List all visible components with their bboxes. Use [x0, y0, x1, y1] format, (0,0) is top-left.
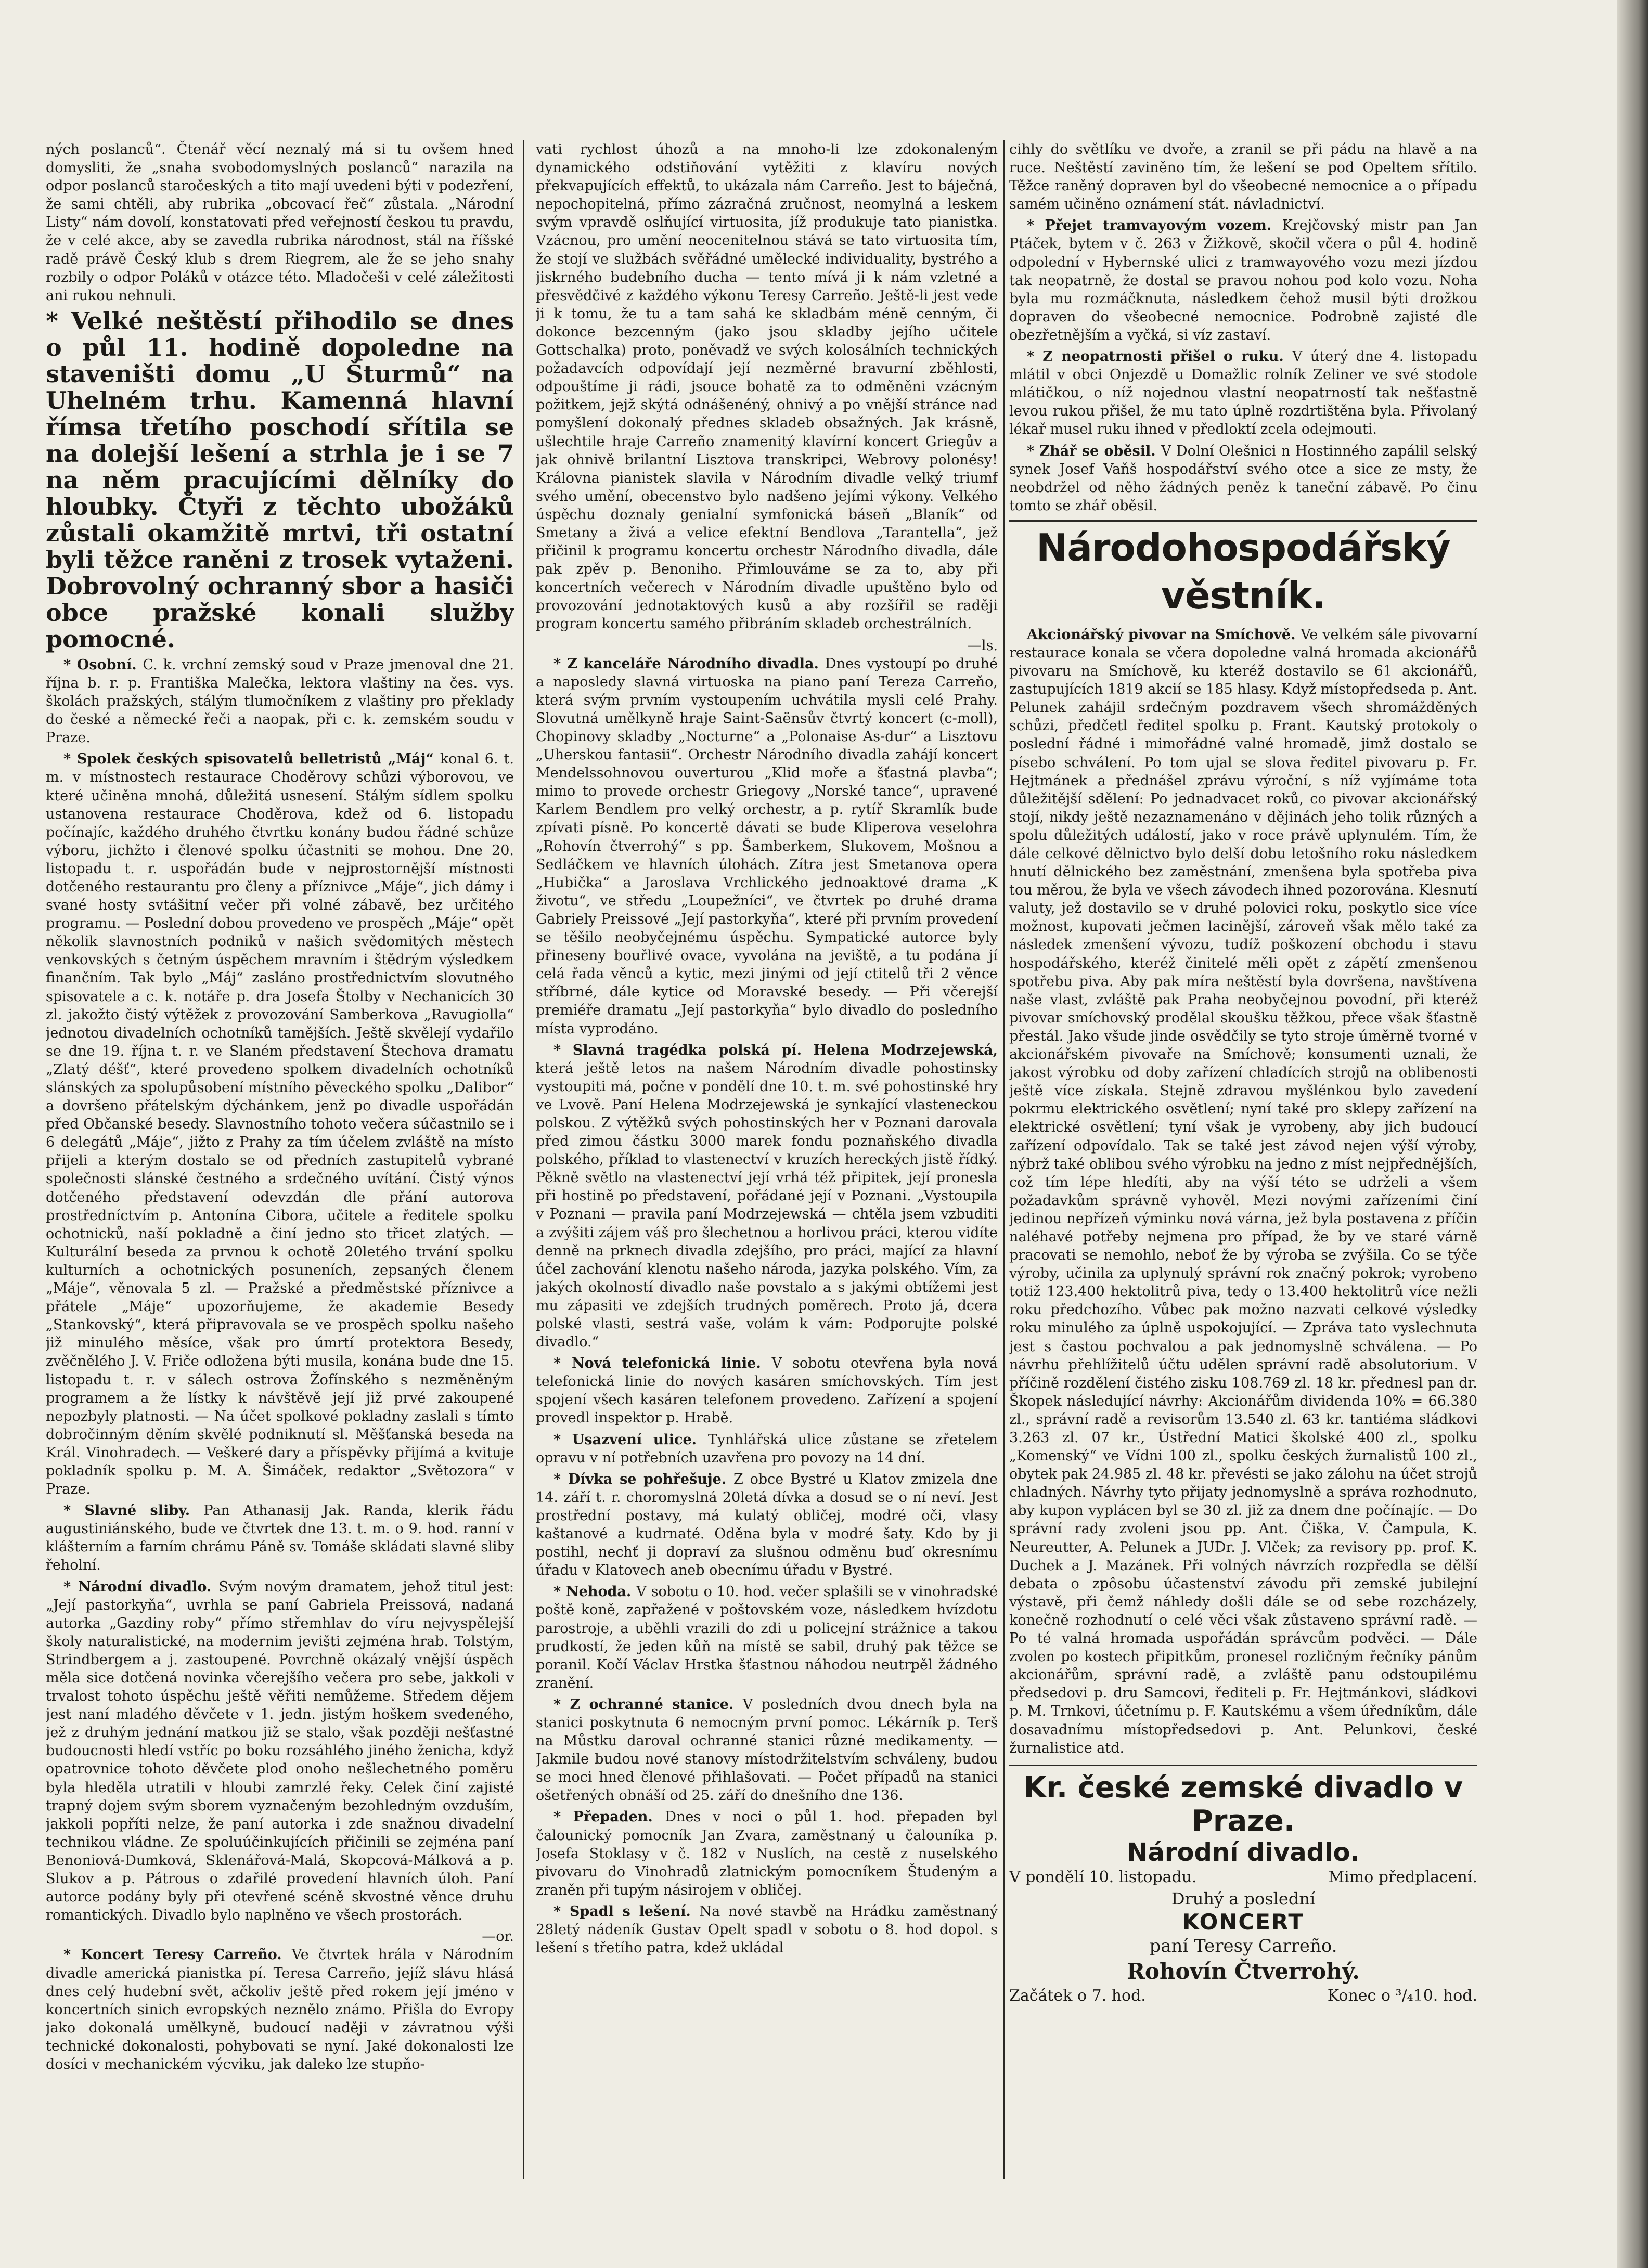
article-heading: * Z kanceláře Národního divadla. — [553, 655, 826, 672]
article-heading: * Spolek českých spisovatelů belletristů „Máj“ — [63, 751, 440, 768]
article-text: Pan Athanasij Jak. Randa, klerik řádu augustiniánského, bude ve čtvrtek dne 13. t. m. o 9. hod. ranní v klášterním a farním chrámu Páně sv. Tomáše skládati slavné sliby řeholní. — [46, 1502, 514, 1574]
article-text: Na nové stavbě na Hrádku zaměstnaný 28letý nádeník Gustav Opelt spadl v sobotu o 8. hod dopol. s lešení s třetího patra, kdež ukládal — [536, 1903, 998, 1956]
article-paragraph — [536, 655, 998, 1038]
advert-rule — [1009, 1765, 1477, 1766]
article-heading: * Přepaden. — [553, 1809, 665, 1825]
article-paragraph — [1009, 347, 1477, 438]
advert-subscription: Mimo předplacení. — [1328, 1868, 1477, 1886]
article-text: Tynhlářská ulice zůstane se zřetelem opravu v ní potřebních uzavřena pro povozy na 14 dní. — [536, 1431, 998, 1466]
article-paragraph — [536, 140, 998, 633]
article-heading: * Z neopatrnosti přišel o ruku. — [1027, 348, 1292, 365]
article-heading: * Nová telefonická linie. — [553, 1355, 772, 1372]
article-text: V sobotu otevřena byla nová telefonická linie do nových kasáren smíchovských. Tím jest spojení všech kasáren telefonem provedeno. Zařízení a spojení provedl inspektor p. Hrabě. — [536, 1355, 998, 1427]
article-heading: * Slavná tragédka polská pí. Helena Modrzejewská, — [553, 1042, 998, 1058]
article-heading: * Národní divadlo. — [63, 1578, 219, 1595]
section-title: Národohospodářský věstník. — [1009, 520, 1477, 619]
article-heading: * Koncert Teresy Carreño. — [63, 1947, 292, 1963]
advert-theatre-name: Národní divadlo. — [1127, 1837, 1360, 1867]
article-text: Ve velkém sále pivovarní restaurace konala se včera dopoledne valná hromada akcionářů pivovaru na Smíchově, ku kteréž dostavilo se 61 akcionářů, zastupujících 1819 akcií se 185 hlasy. Když místopředseda p. Ant. Pelunek zahájil srdečným pozdravem všech shromážděných schůzi, předčetl ředitel spolku p. Frant. Kautský protokoly o poslední řádné i mimořádné valné hromadě, jimž dostalo se písebo schválení. Po tom ujal se slova ředitel pivovaru p. Fr. Hejtmánek a přednášel zprávu výroční, s níž vyjímáme tota důležitější sdělení: Po jednadvacet roků, co pivovar akcionářský stojí, nikdy ještě nezaznamenáno v dějinách jeho tolik různých a spolu důležitých událostí, jako v roce právě uplynulém. Tím, že dále celkové dělnictvo bylo delší dobu letošního roku následkem hnutí dělnického bez zaměstnání, zmenšena byla spotřeba piva tou měrou, že byla ve všech závodech ihned pozorována. Klesnutí valuty, jež dostavilo se v druhé polovici roku, poskytlo sice více možnost, kupovati ječmen lacinější, zároveň však mělo také za následek zmenšení vývozu, tudíž poškození obchodu i stavu hospodářského, kteréž činitelé měli opět z zápětí zmenšenou spotřebu piva. Aby pak míra neštěstí byla dovršena, navštívena naše vlast, zvláště pak Praha neobyčejnou povodní, při kteréž pivovar smíchovský prodělal skoušku těžkou, přece však šťastně přestál. Jako všude jinde osvědčily se tyto stroje úměrně tvorné v akcionářském pivovaře na Smíchově; konsumenti uznali, že jakost výrobku od doby zařízení chladících strojů na oblibenosti ještě více získala. Stejně zdravou myšlénkou bylo zavedení pokrmu elektrického osvětlení; nyní také pro sklepy zařízení na elektrické osvětlení; tyní však je vyrobeny, aby jich budoucí zařízení odpovídalo. Tak se také jest závod nejen výší výroby, nýbrž také oblibou svého výrobku na jedno z míst nejpřednějších, což tím lépe hledíti, aby na výší této se udrželi a všem požadavkům správně vyhověl. Mezi novými zařízeními činí jedinou nepřízeň výminku nová várna, jež byla postavena z příčin naléhavé potřeby nejmena pro případ, že by ve staré várně pracovati se nemohlo, neboť že by výroba se zvýšila. Co se týče výroby, učinila za uplynulý správní rok značný pokrok; vyrobeno totiž 123.400 hektolitrů piva, tedy o 13.400 hektolitrů více nežli roku předchozího. Vůbec pak možno nazvati celkové výsledky roku minulého za úplně uspokojující. — Zpráva tato vyslechnuta jest s častou pochvalou a pak jednomyslně schválena. — Po návrhu přehlížitelů účtu udělen správní radě absolutorium. V příčině rozdělení čistého zisku 108.769 zl. 18 kr. přednesl pan dr. Škopek následující návrhy: Akcionářům dividenda 10% = 66.380 zl., správní radě a revisorům 13.540 zl. 63 kr. tantiéma sládkovi 3.263 zl. 07 kr., Ústřední Matici školské 400 zl., spolku „Komenský“ ve Vídni 100 zl., spolku českých žurnalistů 100 zl., obytek pak 24.985 zl. 48 kr. převésti se jako zálohu na účet strojů chladných. Návrhy tyto přijaty jednomyslně a správa rozhodnuto, aby kupon vyplácen byl se 30 zl. již za dnem dne počínajíc. — Do správní rady zvoleni jsou pp. Ant. Čiška, V. Čampula, K. Neureutter, A. Pelunek a JUDr. J. Vlček; za revisory pp. prof. K. Duchek a J. Mazánek. Při volných návrzích rozpředla se dělší debata o zpôsobu účastenství závodu při zemské jubilejní výstavě, při čemž náhledy došli dále se od sebe rozcházely, konečně rozhodnutí o celé věci však zůstaveno správní radě. — Po té valná hromada uspořádán správcům podvěci. — Dále zvolen po kostech připitkům, pronesel rozličným řečníky pánům akcionářům, správní radě, a zvláště panu odstoupilému předsedovi p. dru Samcovi, řediteli p. Fr. Hejtmánkovi, sládkovi p. M. Trnkovi, účetnímu p. F. Kautskému a všem úředníkům, dále dosavadnímu místopředsedovi p. Ant. Pelunkovi, české žurnalistice atd. — [1009, 626, 1477, 1756]
article-text: V posledních dvou dnech byla na stanici poskytnuta 6 nemocným první pomoc. Lékárník p. Terš na Můstku daroval ochranné stanici různé medikamenty. — Jakmile budou nové stanovy místodržitelstvím schváleny, budou se moci hned členové přihlašovati. — Počet případů na stanici ošetřených obnáší od 25. září do dnešního dne 136. — [536, 1696, 998, 1804]
article-text: Dnes vystoupí po druhé a naposledy slavná virtuoska na piano paní Tereza Carreňo, která svým prvním vystoupením uchvátila mysli celé Prahy. Slovutná umělkyně hraje Saint-Saënsův čtvrtý koncert (c-moll), Chopinovy skladby „Nocturne“ a „Polonaise As-dur“ a Lisztovu „Uherskou fantasii“. Orchestr Národního divadla zahájí koncert Mendelssohnovou ouverturou „Klid moře a šťastná plavba“; mimo to provede orchestr Griegovy „Norské tance“, upravené Karlem Bendlem pro velký orchestr, a p. rytíř Skramlík bude zpívati písně. Po koncertě dávati se bude Kliperova veselohra „Rohovín čtverrohý“ s pp. Šamberkem, Slukovem, Mošnou a Sedláčkem ve hlavních úlohách. Zítra jest Smetanova opera „Hubička“ a Jaroslava Vrchlického jednoaktové drama „K životu“, ve středu „Loupežníci“, ve čtvrtek po druhé drama Gabriely Preissové „Její pastorkyňa“, které při prvním provedení se těšilo neobyčejnému úspěchu. Sympatické autorce byly přineseny bouřlivé ovace, vyvolána na jeviště, a tu podána jí celá řada věnců a kytic, mezi jinými od její ctitelů tři 2 věnce stříbrné, dále kytice od Moravské besedy. — Při včerejší premiéře dramatu „Její pastorkyňa“ bylo divadlo do posledního místa vyprodáno. — [536, 655, 998, 1037]
article-paragraph — [46, 140, 514, 305]
article-text: V Dolní Olešnici n Hostinného zapálil selský synek Josef Vaňš hospodářství svého otce a sice ze msty, že neobdržel od něho žádných peněz k taneční zábavě. Po činu tomto se zhář oběsil. — [1009, 443, 1477, 514]
article-paragraph — [536, 1808, 998, 1899]
article-text: ných poslanců“. Čtenář věcí neznalý má si tu ovšem hned domysliti, že „snaha svobodomyslných poslanců“ narazila na odpor poslanců staročeských a tito mají uvedeni býti v podezření, že sami chtěli, aby rubrika „obcovací řeč“ zůstala. „Národní Listy“ nám dovolí, konstatovati před veřejností českou tu pravdu, že v celé akce, aby se zavedla rubrika národnost, stál na říšské radě právě Český klub s drem Riegrem, ale že se jeho snahy rozbily o odpor Poláků v otázce této. Mladočeši v celé záležitosti ani rukou nehnuli. — [46, 141, 514, 304]
article-paragraph — [1009, 216, 1477, 344]
scan-border — [1617, 0, 1648, 2268]
theatre-advert — [1009, 1771, 1477, 2006]
column-3-articles — [1009, 140, 1477, 1757]
article-heading: * Slavné sliby. — [63, 1502, 204, 1519]
advert-play: Rohovín Čtverrohý. — [1127, 1958, 1360, 1984]
advert-concert: KONCERT — [1182, 1909, 1305, 1935]
article-heading: * Zhář se oběsil. — [1027, 443, 1162, 459]
article-paragraph — [536, 1041, 998, 1352]
article-paragraph — [1009, 140, 1477, 213]
article-heading: * Usazvení ulice. — [553, 1431, 708, 1448]
article-signature: —or. — [482, 1928, 514, 1945]
column-2 — [536, 140, 998, 2179]
article-paragraph — [536, 1431, 998, 1467]
article-paragraph — [46, 1501, 514, 1574]
column-rule — [523, 140, 524, 2179]
advert-date: V pondělí 10. listopadu. — [1009, 1868, 1197, 1886]
article-paragraph — [536, 1470, 998, 1580]
column-rule — [1003, 140, 1005, 2179]
article-text: Dnes v noci o půl 1. hod. přepaden byl čalounický pomocník Jan Zvara, zaměstnaný u čalouníka p. Josefa Stoklasy v č. 182 v Nuslích, na cestě z nuselského pivovaru do Vinohradů zlatnickým pomocníkem Študeným a zraněn při tupým násirojem v obličej. — [536, 1809, 998, 1898]
article-heading: * Z ochranné stanice. — [553, 1696, 743, 1713]
advert-start: Začátek o 7. hod. — [1009, 1986, 1146, 2005]
article-paragraph — [536, 1695, 998, 1805]
article-text: Z obce Bystré u Klatov zmizela dne 14. září t. r. choromyslná 20letá dívka a dosud se o ní neví. Jest prostřední postavy, má kulatý obličej, modré oči, vlasy kaštanové a kudrnaté. Oděna byla v modré šaty. Kdo by ji postihl, nechť ji dopraví za slušnou odměnu buď okresnímu úřadu v Klatovech aneb obecnímu úřadu v Bystré. — [536, 1471, 998, 1579]
article-text: V sobotu o 10. hod. večer splašili se v vinohradské poště koně, zapřažené v poštovském voze, následkem hvízdotu parostroje, a uběhli vrazili do zdi u policejní strážnice a takou prudkostí, že jeden kůň na místě se sabil, druhý pak těžce se poranil. Kočí Václav Hrstka šťastnou náhodou neutrpěl žádného zranění. — [536, 1584, 998, 1691]
column-3 — [1009, 140, 1477, 2195]
advert-subtitle: Druhý a poslední — [1171, 1888, 1316, 1909]
article-paragraph — [46, 1578, 514, 1925]
article-paragraph — [1009, 626, 1477, 1757]
article-paragraph — [1009, 442, 1477, 515]
article-paragraph — [536, 1354, 998, 1427]
article-paragraph — [536, 1902, 998, 1957]
article-heading: * Přejet tramvayovým vozem. — [1027, 217, 1282, 234]
advert-performer: paní Teresy Carreño. — [1149, 1935, 1337, 1956]
article-text: V úterý dne 4. listopadu mlátil v obci Onjezdě u Domažlic rolník Zeliner ve své stodole mlátičkou, o níž nojednou vlastní neopatrností tak nešťastně levou rukou přišel, že mu tato úplně rozdrtištěna byla. Přivolaný lékař musel ruku ihned v předloktí zcela odejmouti. — [1009, 348, 1477, 438]
advert-theatre-title: Kr. české zemské divadlo v Praze. — [1023, 1770, 1463, 1838]
article-text: Krejčovský mistr pan Jan Ptáček, bytem v č. 263 v Žižkově, skočil včera o půl 4. hodině odpolední v Hybernské ulici z tramwayového vozu mezi jízdou tak neopatrně, že dostal se pravou nohou pod kolo vozu. Noha byla mu rozmáčknuta, následkem čehož musil býti drožkou dopraven do všeobecné nemocnice. Podrobně zajisté dle obezřetnějším a vyčká, si víz zastaví. — [1009, 217, 1477, 343]
article-text: vati rychlost úhozů a na mnoho-li lze zdokonaleným dynamického odstiňování vytěžiti z klavíru nových překvapujících effektů, to ukázala nám Carreño. Jest to báječná, nepochopitelná, přímo zázračná zručnost, neomylná a leskem svým vpravdě oslňující virtuosita, jíž produkuje tato pianistka. Vzácnou, pro umění neocenitelnou stává se tato virtuosita tím, že stojí ve službách svěřádné umělecké individuality, bystrého a jiskrného budebního ducha — tento mívá ji k nám vzletné a přesvědčivé z každého výkonu Teresy Carreño. Ještě-li jest vede ji k tomu, že tu a tam sahá ke skladbám méně cenným, či dokonce bezcenným (jako jsou skladby jejího učitele Gottschalka) proto, poněvadž ve svých kolosálních technických požadavcích odpovídají její nezměrné bravurní zběhlosti, odpouštíme ji rádi, jsouce bohatě za to odměněni vzácným požitkem, jejž skýtá odnášenéný, ohnivý a po vnější stránce nad pomyšlení dokonalý přednes skladeb obsažných. Jak krásně, ušlechtile hraje Carreño znamenitý klavírní koncert Griegův a jak ohnivě brilantní Lisztova transkripci, Webrovy polonésy! Královna pianistek slavila v Národním divadle velký triumf svého umění, obecenstvo bylo nadšeno jejími výkony. Velkého úspěchu doznaly genialní symfonická báseň „Blaník“ od Smetany a živá a velice efektní Bendlova „Tarantella“, jež přičinil k programu koncertu orchestr Národního divadla, dále pak zpěv p. Benoniho. Přimlouváme se za to, aby při koncertních večerech v Národním divadle upuštěno bylo od provozování jednotaktových kusů a aby rozšířil se raději program koncertu samého přibráním skladeb orchestrálních. — [536, 141, 998, 632]
article-heading: * Osobní. — [63, 656, 143, 673]
advert-time-row — [1009, 1986, 1477, 2006]
article-paragraph — [536, 1583, 998, 1692]
article-text: Svým novým dramatem, jehož titul jest: „Její pastorkyňa“, uvrhla se paní Gabriela Preissová, nadaná autorka „Gazdiny roby“ přímo střemhlav do víru nejvyspělejší školy naturalistické, na modernim jevišti zejména hrab. Tolstým, Strindbergem a j. zastoupené. Povrchně okázalý vnější úspěch měla sice dotčená novinka včerejšího večera pro sebe, jakkoli v trvalost tohoto úspěchu ještě věřiti nemůžeme. Středem dějem jest naní mladého děvčete v 1. jedn. jistým hoškem svedeného, jež z druhým jednání matkou již se stalo, však později nešťastné budoucnosti hledí vstříc po boku rozsáhlého jiného ženicha, když opatrovnice tohoto děvčete plod onoho nešlechetného poměru byla hleděla utratili v hloubi zamrzlé řeky. Celek činí zajisté trapný dojem svým sborem vyznačeným bezohledným ovzduším, jakkoli popříti nelze, že paní autorka i zde snažnou divadelní technikou vládne. Ze spoluúčinkujících přičinili se zejména paní Benoniová-Dumková, Sklenářová-Malá, Skopcová-Málková a p. Slukov a p. Pátrous o zdařilé provedení hlavních úloh. Paní autorce podány byly při otevřené scéně skvostné věnce druhu romantických. Divadlo bylo naplněno ve všech prostorách. — [46, 1578, 514, 1924]
article-text: Ve čtvrtek hrála v Národním divadle americká pianistka pí. Teresa Carreño, jejíž slávu hlásá dnes celý hudební svět, ačkoliv ještě před rokem její jméno v koncertních sinich evropských neznělo známo. Přišla do Evropy jako dokonalá umělkyně, budoucí naději v závratnou výši technické dokonalosti, pohybovati se nyní. Jaké dokonalosti lze dosíci v mechanickém výcviku, jak daleko lze stupňo- — [46, 1947, 514, 2072]
article-heading: Akcionářský pivovar na Smíchově. — [1027, 626, 1301, 643]
column-1 — [46, 140, 514, 2179]
article-text: která ještě letos na našem Národním divadle pohostinsky vystoupiti má, počne v pondělí dne 10. t. m. své pohostinské hry ve Lvově. Paní Helena Modrzejewská je synkající vlasteneckou polskou. Z výtěžků svých pohostinských her v Poznani darovala před zimou částku 3000 marek fondu poznaňského divadla polského, příklad to vlastenectví v kruzích hereckých jistě řídký. Pěkně světlo na vlastenectví její vrhá též připitek, její pronesla při hostině po představení, pořádané její v Poznani. „Vystoupila v Poznani — pravila paní Modrzejewská — chtěla jsem vzbuditi a zvýšiti zájem váš pro šlechetnou a horlivou práci, kterou vidíte denně na prknech divadla zdejšího, pro práci, mající za hlavní účel zachování klenotu našeho národa, jazyka polského. Vím, za jakých okolností divadlo naše povstalo a s jakými obtížemi jest mu zápasiti ve zdejších trudných poměrech. Proto já, dcera polské vlasti, sestrá vaše, volám k vám: Podporujte polské divadlo.“ — [536, 1060, 998, 1351]
article-heading: * Dívka se pohřešuje. — [553, 1471, 733, 1487]
article-heading: * Nehoda. — [553, 1584, 637, 1600]
article-paragraph — [46, 1946, 514, 2073]
article-paragraph — [46, 750, 514, 1498]
article-text: C. k. vrchní zemský soud v Praze jmenoval dne 21. října b. r. p. Františka Malečka, lektora vlaštiny na čes. vys. školách pražských, stálým tlumočníkem z vlaštiny pro překlady do české a německé řeči a naopak, při c. k. zemském soudu v Praze. — [46, 656, 514, 746]
headline-news: * Velké neštěstí přihodilo se dnes o půl 11. hodině dopoledne na staveništi domu „U Šturmů“ na Uhelném trhu. Kamenná hlavní římsa třetího poschodí sřítila se na dolejší lešení a strhla je i se 7 na něm pracujícími dělníky do hloubky. Čtyři z těchto ubožáků zůstali okamžitě mrtvi, tři ostatní byli těžce raněni z trosek vytaženi. Dobrovolný ochranný sbor a hasiči obce pražské konali služby pomocné. — [46, 306, 514, 653]
advert-date-row — [1009, 1867, 1477, 1888]
article-paragraph — [46, 656, 514, 747]
article-signature: —ls. — [967, 637, 998, 654]
article-text: konal 6. t. m. v místnostech restaurace Choděrovy schůzi výborovou, ve které učiněna mnohá, důležitá usnesení. Stálým sídlem spolku ustanovena restaurace Choděrova, kdež od 6. listopadu počínajíc, každého druhého čtvrtku konány budou řádné schůze výboru, jichžto i členové spolku účastniti se mohou. Dne 20. listopadu t. r. uspořádán bude v nejprostornější místnosti dotčeného restaurantu pro členy a příznivce „Máje“, jich dámy i svané hosty svtášitní večer při volné zábavě, bez určitého programu. — Poslední dobou provedeno ve prospěch „Máje“ opět několik slavnostních podniků v našich svědomitých městech venkovských s četným úspěchem mravním i štědrým výsledkem finančním. Tak bylo „Máj“ zasláno prostřednictvím slovutného spisovatele a c. k. notáře p. dra Josefa Štolby v Nechanicích 30 zl. jakožto čistý výtěžek z provozování Samberkova „Ravugiolla“ jednotou divadelních ochotníků tamějších. Ještě skvělejí vydařilo se dne 19. října t. r. ve Slaném představení Štechova dramatu „Zlatý déšť“, které provedeno spolkem divadelních ochotníků slánských za spolupůsobení místního pěveckého spolku „Dalibor“ a dovršeno přátelským dýchánkem, jenž po divadle uspořádán před Občanské besedy. Slavnostního tohoto večera súčastnilo se i 6 delegátů „Máje“, jižto z Prahy za tím účelem zvláště na místo přijeli a kterým dostalo se od předních zastupitelů vybrané společnosti slánské čestného a srdečného uvítání. Čistý výnos dotčeného představení odevzdán dle přání autorova prostředníctvím p. Antonína Cibora, učitele a ředitele spolku ochotnicků, naší pokladně a činí jedno sto třicet zlatých. — Kulturální beseda za prvnou k ochotě 20letého trvání spolku kulturních a ochotnických posuneních, zepsaných členem „Máje“, věnovala 5 zl. — Pražské a předměstské příznivce a přátele „Máje“ upozorňujeme, že akademie Besedy „Stankovský“, která připravovala se ve prospěch spolku našeho již minulého měsíce, však pro úmrtí protektora Besedy, zvěčnělého J. V. Friče odložena býti musila, konána bude dne 15. listopadu t. r. v sálech ostrova Žofínského s nezměněným programem a že lístky k návštěvě její již prvé zakoupené nepozbyly platnosti. — Na účet spolkové pokladny zaslali s tímto dobročinným děním skvělé podniknutí sl. Měšťanská beseda na Král. Vinohradech. — Veškeré dary a příspěvky přijímá a kvituje pokladník spolku p. M. A. Šimáček, redaktor „Světozora“ v Praze. — [46, 751, 514, 1498]
article-heading: * Spadl s lešení. — [553, 1903, 700, 1920]
advert-end: Konec o ³/₄10. hod. — [1327, 1986, 1477, 2005]
article-text: cihly do světlíku ve dvoře, a zranil se při pádu na hlavě a na ruce. Neštěstí zaviněno tím, že lešení se pod Opeltem sřítilo. Těžce raněný dopraven byl do všeobecné nemocnice a o případu samém učiněno oznámení stát. návladnictví. — [1009, 141, 1477, 213]
